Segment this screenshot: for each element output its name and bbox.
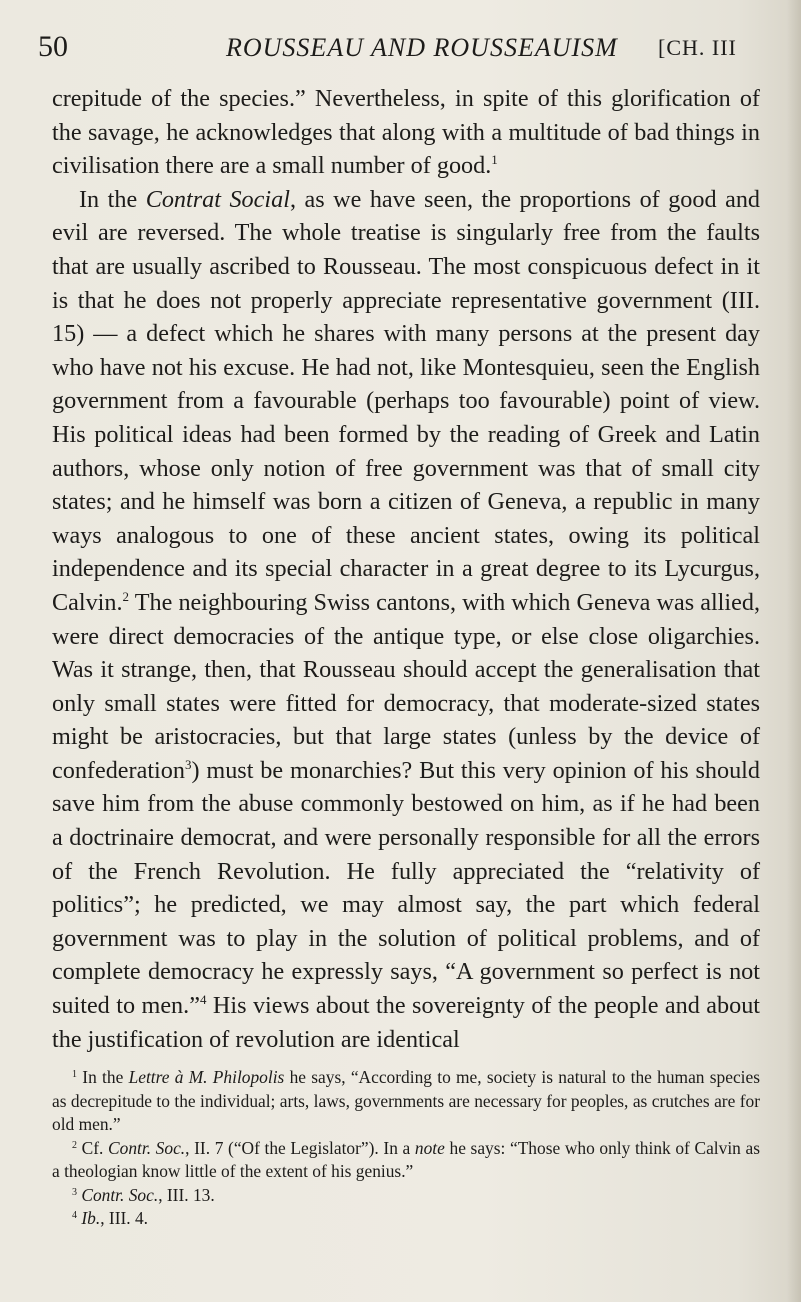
- footnote-1: $^1$ In the Lettre à M. Philopolis he says, “According to me, society is natural to the human species as decrepitude to the individual; arts, laws, governments are necessary for peoples, as crutches are for old men.”: [52, 1067, 760, 1134]
- page-header: [38, 30, 760, 70]
- footnote-ref-4: 4: [199, 992, 207, 1008]
- footnote-2: $^2$ Cf. Contr. Soc., II. 7 (“Of the Legislator”). In a note he says: “Those who only think of Calvin as a theologian know little of the extent of his genius.”: [52, 1137, 760, 1181]
- chapter-label: [CH. III: [658, 35, 737, 60]
- footnote-ref-1: 1: [491, 152, 498, 168]
- running-title: ROUSSEAU AND ROUSSEAUISM: [226, 33, 618, 62]
- footnotes: [52, 1066, 760, 1231]
- page-number: 50: [38, 30, 68, 63]
- footnote-4: $^4$ Ib., III. 4.: [72, 1208, 149, 1228]
- paragraph-1: crepitude of the species.” Nevertheless, in spite of this glorification of the savage, he acknowledges that along with a multitude of bad things in civilisation there are a small number of good.$^1$: [52, 85, 760, 180]
- paragraph-2: In the Contrat Social, as we have seen, the proportions of good and evil are reversed. The whole treatise is singularly free from the faults that are usually ascribed to Rousseau. The most conspicuous defect in it is that he does not properly appreciate representative government (III. 15) — a defect which he shares with many persons at the present day who have not his excuse. He had not, like Montesquieu, seen the English government from a favourable (perhaps too favourable) point of view. His political ideas had been formed by the reading of Greek and Latin authors, whose only notion of free government was that of small city states; and he himself was born a citizen of Geneva, a republic in many ways analogous to one of these ancient states, owing its political independence and its special character in a great degree to its Lycurgus, Calvin.$^2$ The neighbouring Swiss cantons, with which Geneva was allied, were direct democracies of the antique type, or else close oligarchies. Was it strange, then, that Rousseau should accept the generalisation that only small states were fitted for democracy, that moderate-sized states might be aristocracies, but that large states (unless by the device of confederation$^3$) must be monarchies? But this very opinion of his should save him from the abuse commonly bestowed on him, as if he had been a doctrinaire democrat, and were personally responsible for all the errors of the French Revolution. He fully appreciated the “relativity of politics”; he predicted, we may almost say, the part which federal government was to play in the solution of political problems, and of complete democracy he expressly says, “A government so perfect is not suited to men.”$^4$ His views about the sovereignty of the people and about the justification of revolution are identical: [52, 185, 761, 1053]
- main-text: [52, 82, 760, 1056]
- footnote-ref-2: 2: [122, 588, 130, 604]
- title-contrat-social: Contrat Social: [145, 185, 290, 213]
- footnote-3: $^3$ Contr. Soc., III. 13.: [72, 1184, 215, 1205]
- footnote-ref-3: 3: [184, 756, 192, 772]
- page-edge-shadow: [787, 0, 801, 1302]
